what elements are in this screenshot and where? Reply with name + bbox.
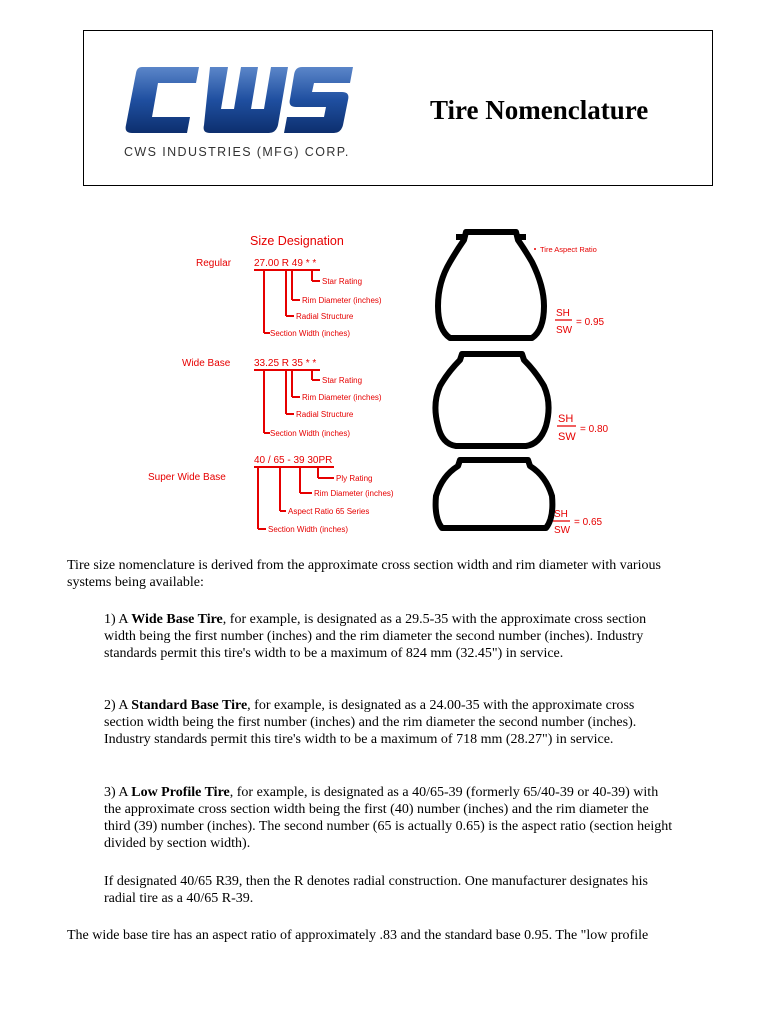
super-part-1: Ply Rating <box>336 474 373 483</box>
wide-sh: SH <box>558 413 574 425</box>
item-wide-base-pre: 1) A <box>104 612 132 627</box>
item-low-profile-text: , for example, is designated as a 40/65-39 (formerly 65/40-39 or 40-39) with the approximate cross section width being the first (40) number (inches) and the rim diameter the third (39) number (inches). The second number (65 is actually 0.65) is the aspect ratio (section height divided by section width). <box>104 785 673 851</box>
item-standard-base-pre: 2) A <box>104 698 132 713</box>
tire-wide-shape <box>435 354 548 446</box>
super-part-3: Aspect Ratio 65 Series <box>288 507 370 516</box>
closing-paragraph: The wide base tire has an aspect ratio of approximately .83 and the standard base 0.95. The "low profile <box>67 928 649 943</box>
item-standard-base-term: Standard Base Tire <box>131 698 248 713</box>
item-wide-base-term: Wide Base Tire <box>131 612 223 627</box>
regular-part-1: Star Rating <box>322 277 363 286</box>
regular-part-4: Section Width (inches) <box>270 329 351 338</box>
item-wide-base <box>104 611 674 662</box>
regular-ratio: = 0.95 <box>576 317 605 328</box>
super-part-2: Rim Diameter (inches) <box>314 489 394 498</box>
super-ratio: = 0.65 <box>574 517 603 528</box>
regular-part-3: Radial Structure <box>296 312 354 321</box>
item-radial-note: If designated 40/65 R39, then the R denotes radial construction. One manufacturer designates his radial tire as a 40/65 R-39. <box>104 874 648 906</box>
page-title: Tire Nomenclature <box>430 95 649 125</box>
super-label: Super Wide Base <box>148 472 226 483</box>
wide-sw: SW <box>558 431 576 443</box>
tire-super-shape <box>436 460 553 528</box>
super-part-4: Section Width (inches) <box>268 525 349 534</box>
cws-logo <box>124 61 354 161</box>
tire-regular-shape <box>438 232 544 338</box>
super-code: 40 / 65 - 39 30PR <box>254 455 333 466</box>
header-box <box>83 30 713 186</box>
item-low-profile-term: Low Profile Tire <box>131 785 230 800</box>
super-sh: SH <box>554 509 568 520</box>
aspect-ratio-label: Tire Aspect Ratio <box>540 245 597 254</box>
size-designation-diagram <box>140 226 630 546</box>
regular-code: 27.00 R 49 * * <box>254 258 317 269</box>
regular-part-2: Rim Diameter (inches) <box>302 296 382 305</box>
item-low-profile-pre: 3) A <box>104 785 132 800</box>
regular-label: Regular <box>196 258 232 269</box>
item-low-profile <box>104 784 674 852</box>
wide-label: Wide Base <box>182 358 231 369</box>
item-standard-base-text: , for example, is designated as a 24.00-35 with the approximate cross section width being the first number (inches) and the rim diameter the second number (inches). Industry standards permit this tire's width to be a maximum of 718 mm (28.27") in service. <box>104 698 637 747</box>
wide-part-2: Rim Diameter (inches) <box>302 393 382 402</box>
wide-part-3: Radial Structure <box>296 410 354 419</box>
intro-paragraph: Tire size nomenclature is derived from the approximate cross section width and rim diameter with various systems being available: <box>67 558 661 590</box>
item-standard-base <box>104 697 674 748</box>
wide-part-4: Section Width (inches) <box>270 429 351 438</box>
item-wide-base-text: , for example, is designated as a 29.5-35 with the approximate cross section width being the first number (inches) and the rim diameter the second number (inches). Industry standards permit this tire's width to be a maximum of 824 mm (32.45") in service. <box>104 612 647 661</box>
diagram-heading: Size Designation <box>250 234 344 248</box>
regular-sh: SH <box>556 308 570 319</box>
logo-subtitle: CWS INDUSTRIES (MFG) CORP. <box>124 145 350 159</box>
wide-part-1: Star Rating <box>322 376 363 385</box>
wide-code: 33.25 R 35 * * <box>254 358 317 369</box>
wide-ratio: = 0.80 <box>580 424 609 435</box>
cws-logo-letters <box>124 61 354 139</box>
regular-sw: SW <box>556 325 573 336</box>
super-sw: SW <box>554 525 571 536</box>
